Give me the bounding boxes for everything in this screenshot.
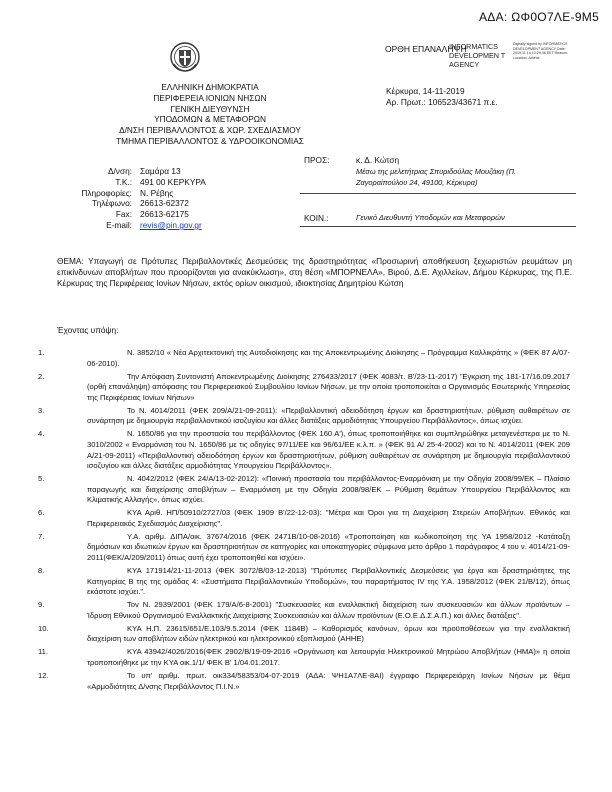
subject-paragraph: ΘΕΜΑ: Υπαγωγή σε Πρότυπες Περιβαλλοντικές Δεσμεύσεις της δραστηριότητας «Προσωρινή αποθήκευση ξεχωριστών ρευμάτων μη επικίνδυνων αποβλήτων που προορίζονται για ανακύκλωση», στη θέση «ΜΠΟΡΝΕΛΑ», Βιρού, Δ.Ε. Αχιλλείων, Δήμου Κέρκυρας, της Π.Ε. Κέρκυρας της Περιφέρειας Ιονίων Νήσων, εκτός ορίων οικισμού, ιδιοκτησίας Δημητρίου Κώτση: [57, 256, 572, 288]
contact-label: Πληροφορίες:: [81, 187, 132, 198]
cc-value: Γενικό Διευθυντή Υποδομών και Μεταφορών: [356, 213, 505, 222]
list-item: [38, 671, 570, 692]
list-item: [38, 600, 570, 621]
list-item: [38, 624, 570, 645]
list-item-number: 5.: [38, 474, 45, 484]
list-item-text: ΚΥΑ Η.Π. 23615/651/Ε.103/9.5.2014 (ΦΕΚ 1184Β) – Καθορισμός κανόνων, όρων και προϋποθέσεων για την εναλλακτική διαχείριση των αποβλήτων ειδών ηλεκτρικού και ηλεκτρονικού εξοπλισμού (ΑΗΗΕ): [87, 623, 570, 644]
list-item-number: 4.: [38, 429, 45, 439]
orthi-epanalipsi-label: ΟΡΘΗ ΕΠΑΝΑΛΗΨΗ: [385, 44, 467, 54]
list-item-text: Ν. 1650/86 για την προστασία του περιβάλλοντος (ΦΕΚ 160 Α'), όπως τροποποιήθηκε και συμπληρώθηκε μεταγενέστερα με το Ν. 3010/2002 « Εναρμόνιση του Ν. 1650/86 με τις οδηγίες 97/11/ΕΕ και 96/61/ΕΕ κ.λ.π. » (ΦΕΚ 91 Α/ 25-4-2002) και το Ν. 4014/2011 (ΦΕΚ 209 Α/21-09-2011) «Περιβαλλοντική αδειοδότηση έργων και δραστηριοτήτων, ρύθμιση αυθαιρέτων σε συνάρτηση με δημιουργία περιβαλλοντικού ισοζυγίου και άλλες διατάξεις αρμοδιότητας Υπουργείου Περιβάλλοντος».: [87, 429, 570, 471]
list-item-text: Ν. 4042/2012 (ΦΕΚ 24/Α/13-02-2012): «Ποινική προστασία του περιβάλλοντος-Εναρμόνιση με την Οδηγία 2008/99/ΕΚ – Πλαίσιο παραγωγής και διαχείρισης αποβλήτων – Εναρμόνιση με την Οδηγία 2008/98/ΕΚ – Ρύθμιση θεμάτων Υπουργείου Περιβάλλοντος και Κλιματικής Αλλαγής», όπως ισχύει.: [87, 474, 570, 505]
list-item-number: 9.: [38, 600, 45, 610]
email-link[interactable]: revis@pin.gov.gr: [140, 219, 202, 230]
list-item-text: Το υπ' αριθμ. πρωτ. οικ334/58353/04-07-2019 (ΑΔΑ: ΨΗ1Α7ΛΕ-8ΑΙ) έγγραφο Περιφερειάρχη Ιονίων Νήσων με θέμα «Αρμοδιότητες Δ/νσης Περιβάλλοντος Π.Ι.Ν.»: [87, 670, 570, 691]
header-line: ΕΛΛΗΝΙΚΗ ΔΗΜΟΚΡΑΤΙΑ: [161, 82, 259, 92]
list-item-number: 6.: [38, 508, 45, 518]
date-protocol-block: [386, 86, 498, 108]
list-item: [38, 532, 570, 564]
list-item-number: 1.: [38, 348, 45, 357]
list-item: [38, 429, 570, 471]
place-date: Κέρκυρα, 14-11-2019: [386, 86, 465, 96]
recipient-name: κ. Δ. Κώτση: [356, 155, 400, 165]
contact-value: 26613-62175: [140, 209, 189, 220]
cc-divider: [300, 226, 576, 227]
list-item-number: 10.: [38, 623, 49, 633]
header-line: ΓΕΝΙΚΗ ΔΙΕΥΘΥΝΣΗ: [170, 103, 250, 114]
list-item-text: ΚΥΑ Αριθ. ΗΠ/50910/2727/03 (ΦΕΚ 1909 Β'/22-12-03): "Μέτρα και Όροι για τη Διαχείριση Στερεών Αποβλήτων. Εθνικός και Περιφερειακός Σχεδιασμός Διαχείρισης".: [87, 508, 570, 528]
contact-label: Δ/νση:: [107, 166, 132, 176]
recipient-label: ΠΡΟΣ:: [304, 155, 330, 165]
list-item: [38, 406, 570, 427]
recipient-address-line: Μέσω της μελετήτριας Σπυριδούλας Μουζάκη (Π.: [356, 167, 517, 176]
list-item-text: Την Απόφαση Συντονιστή Αποκεντρωμένης Διοίκησης 276433/2017 (ΦΕΚ 4083/τ. Β'/23-11-2017) 'Έγκριση της 181-17/16.09.2017 (ορθή επανάληψη) απόφασης του Περιφερειακού Συμβουλίου Ιονίων Νήσων, με την οποία τροποποιείται ο Οργανισμός Εσωτερικής Υπηρεσίας της Περιφέρειας Ιονίων Νήσων»: [87, 371, 570, 402]
list-item-text: ΚΥΑ 43942/4026/2016(ΦΕΚ 2902/Β/19-09-2016 «Οργάνωση και λειτουργία Ηλεκτρονικού Μητρώου Αποβλήτων (ΗΜΑ)» η οποία τροποποιήθηκε με την ΚΥΑ οικ.1/1/ ΦΕΚ Β' 1/04.01.2017.: [87, 647, 570, 667]
contact-row: [40, 188, 300, 199]
header-line: Δ/ΝΣΗ ΠΕΡΙΒΑΛΛΟΝΤΟΣ & ΧΩΡ. ΣΧΕΔΙΑΣΜΟΥ: [119, 125, 301, 136]
ada-code: ΑΔΑ: ΩΦ0Ο7ΛΕ-9Μ5: [479, 10, 600, 24]
contact-row: [40, 177, 300, 188]
digital-signature-stamp: INFORMATICS DEVELOPMEN T AGENCY: [449, 42, 506, 69]
contact-info: [40, 166, 300, 231]
issuing-authority-header: [100, 82, 320, 147]
contact-value: 491 00 ΚΕΡΚΥΡΑ: [140, 176, 206, 187]
contact-row: [40, 220, 300, 231]
header-line: ΥΠΟΔΟΜΩΝ & ΜΕΤΑΦΟΡΩΝ: [154, 114, 266, 125]
list-item: [38, 348, 570, 369]
list-item: [38, 647, 570, 668]
recipient-address-line: Ζαγοραίπούλου 24, 49100, Κέρκυρα): [356, 177, 478, 187]
list-item-number: 3.: [38, 405, 45, 415]
contact-label: E-mail:: [106, 219, 132, 230]
list-item-text: Τον Ν. 2939/2001 (ΦΕΚ 179/Α/6-8-2001) "Συσκευασίες και εναλλακτική διαχείριση των συσκευασιών και άλλων προϊόντων – Ίδρυση Εθνικού Οργανισμού Εναλλακτικής Διαχείρισης Συσκευασιών και άλλων προϊόντων (Ε.Ο.Ε.Δ.Σ.Α.Π.) και άλλες διατάξεις".: [87, 600, 570, 620]
contact-value: 26613-62372: [140, 198, 189, 209]
contact-label: Τ.Κ.:: [115, 176, 132, 187]
cc-label: ΚΟΙΝ.:: [304, 213, 329, 223]
protocol-number: Αρ. Πρωτ.: 106523/43671 π.ε.: [386, 96, 498, 107]
list-item: [38, 508, 570, 529]
list-item: [38, 372, 570, 404]
recipient-divider: [300, 193, 576, 194]
considerations-list: [38, 348, 570, 695]
recipient-address: [356, 167, 576, 189]
list-item-text: ΚΥΑ 171914/21-11-2013 (ΦΕΚ 3072/Β/03-12-2013) "Πρότυπες Περιβαλλοντικές Δεσμεύσεις για έργα και δραστηριότητες της Κατηγορίας Β της της ομάδας 4: «Συστήματα Περιβαλλοντικών Υποδομών», του παραρτήματος IV της Υ.Α. 1958/2012 (ΦΕΚ 21/Β/12), όπως εκάστοτε ισχύει.".: [87, 566, 570, 597]
contact-row: [40, 198, 300, 209]
contact-row: [40, 166, 300, 177]
contact-value: Σαμάρα 13: [140, 166, 181, 176]
header-line: ΤΜΗΜΑ ΠΕΡΙΒΑΛΛΟΝΤΟΣ & ΥΔΡΟΟΙΚΟΝΟΜΙΑΣ: [116, 135, 304, 146]
list-item-number: 7.: [38, 531, 45, 541]
list-item-text: Ν. 3852/10 « Νέα Αρχιτεκτονική της Αυτοδιοίκησης και της Αποκεντρωμένης Διοίκησης – Πρόγραμμα Καλλικράτης » (ΦΕΚ 87 Α/07-06-2010).: [87, 348, 570, 368]
contact-label: Fax:: [115, 209, 132, 220]
digital-signature-details: Digitally signed by INFORMATICS DEVELOPMENT AGENCY Date: 2019.11.14 10:29:46 EET Reason: Location: Athens: [513, 42, 569, 60]
contact-value: Ν. Ρέβης: [140, 187, 174, 198]
list-item-number: 12.: [38, 670, 49, 680]
considering-heading: Έχοντας υπόψη:: [57, 325, 119, 335]
list-item-text: Υ.Α. αριθμ. ΔΙΠΑ/οικ. 37674/2016 (ΦΕΚ 2471Β/10-08-2016) «Τροποποίηση και κωδικοποίηση της ΥΑ 1958/2012 -Κατάταξη δημόσιων και ιδιωτικών έργων και δραστηριοτήτων σε κατηγορίες και υποκατηγορίες σύμφωνα μετο άρθρο 1 παράγραφος 4 του ν. 4014/21-09-2011(ΦΕΚ/Α/209/2011) όπως αυτή έχει τροποποιηθεί και ισχύει».: [87, 531, 570, 563]
list-item: [38, 474, 570, 506]
list-item-number: 8.: [38, 566, 45, 576]
list-item-text: Το Ν. 4014/2011 (ΦΕΚ 209/Α/21-09-2011): «Περιβαλλοντική αδειοδότηση έργων και δραστηριοτήτων, ρύθμιση αυθαιρέτων σε συνάρτηση με δημιουργία περιβαλλοντικού ισοζυγίου και άλλες διατάξεις αρμοδιότητας Υπουργείου Περιβάλλοντος», όπως ισχύει.: [87, 405, 570, 426]
list-item: [38, 566, 570, 598]
header-line: ΠΕΡΙΦΕΡΕΙΑ ΙΟΝΙΩΝ ΝΗΣΩΝ: [153, 92, 267, 103]
contact-row: [40, 209, 300, 220]
contact-label: Τηλέφωνο:: [92, 198, 132, 209]
greek-emblem-icon: [170, 40, 200, 74]
list-item-number: 2.: [38, 371, 45, 381]
list-item-number: 11.: [38, 647, 48, 657]
